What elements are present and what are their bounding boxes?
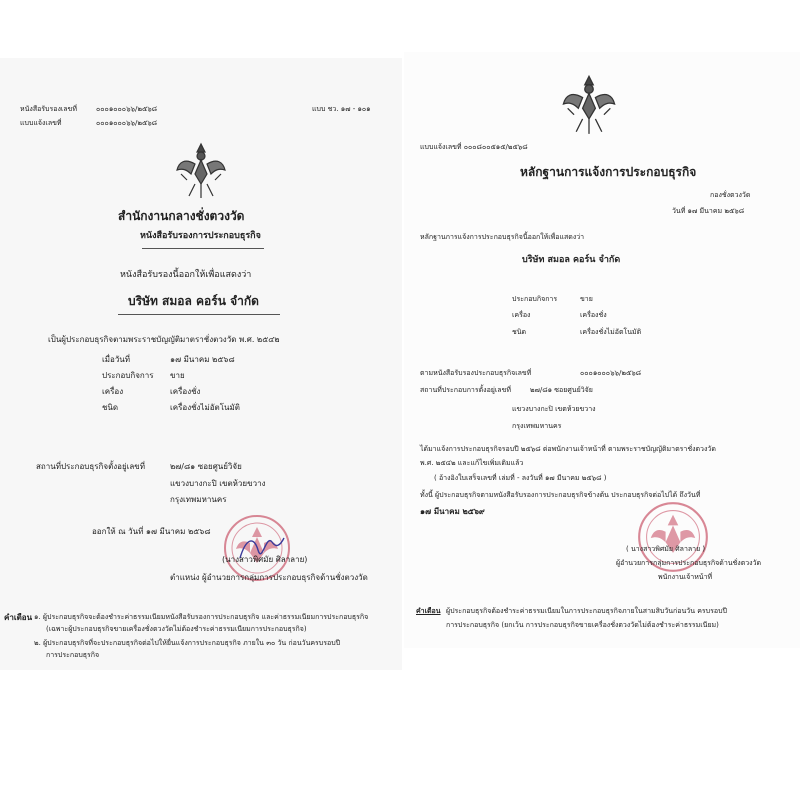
warning-label: คำเตือน	[416, 607, 441, 615]
cert-no-value: ๐๐๐๑๐๐๐๖๖/๒๕๖๘	[96, 105, 158, 113]
warning-line-4: การประกอบธุรกิจ	[46, 651, 100, 659]
cert-label: ตามหนังสือรับรองประกอบธุรกิจเลขที่	[420, 369, 532, 377]
form-no: แบบแจ้งเลขที่ ๐๐๐๘๐๐๕๑๕/๒๕๖๘	[420, 143, 528, 151]
field-label-date: เมื่อวันที่	[102, 355, 131, 364]
body-line-1: ได้มาแจ้งการประกอบธุรกิจรอบปี ๒๕๖๘ ต่อพนักงานเจ้าหน้าที่ ตามพระราชบัญญัติมาตราชั่งตวงวัด	[420, 445, 716, 453]
left-certificate	[0, 58, 402, 670]
company-name: บริษัท สมอล คอร์น จำกัด	[128, 294, 259, 308]
address-line-2: แขวงบางกะปิ เขตห้วยขวาง	[512, 405, 596, 413]
field-label-business: ประกอบกิจการ	[102, 371, 154, 380]
warning-line-2: (เฉพาะผู้ประกอบธุรกิจขายเครื่องชั่งตวงวัดไม่ต้องชำระค่าธรรมเนียมการประกอบธุรกิจ)	[46, 625, 307, 633]
address-line-1: ๒๗/๘๑ ซอยศูนย์วิจัย	[530, 386, 593, 394]
address-line-1: ๒๗/๘๑ ซอยศูนย์วิจัย	[170, 462, 242, 471]
garuda-emblem-icon	[560, 72, 618, 136]
proof-date: วันที่ ๑๗ มีนาคม ๒๕๖๘	[672, 207, 745, 215]
signer-title: ผู้อำนวยการกลุ่มการประกอบธุรกิจด้านชั่งตวงวัด	[616, 559, 762, 567]
form-no-label: แบบแจ้งเลขที่	[20, 119, 62, 127]
office-title: สำนักงานกลางชั่งตวงวัด	[118, 209, 245, 223]
address-label: สถานที่ประกอบธุรกิจตั้งอยู่เลขที่	[36, 462, 146, 471]
body-line-2: พ.ศ. ๒๕๔๒ และแก้ไขเพิ่มเติมแล้ว	[420, 459, 524, 467]
company-divider	[118, 314, 280, 315]
dept-name: กองชั่งตวงวัด	[710, 191, 751, 199]
signer-role: พนักงานเจ้าหน้าที่	[658, 573, 713, 581]
field-value-device: เครื่องชั่ง	[580, 311, 607, 319]
field-value-business: ขาย	[170, 371, 185, 380]
signer-title: ตำแหน่ง ผู้อำนวยการกลุ่มการประกอบธุรกิจด้านชั่งตวงวัด	[170, 573, 368, 582]
cert-value: ๐๐๐๑๐๐๐๖๖/๒๕๖๘	[580, 369, 642, 377]
form-no-value: ๐๐๐๑๐๐๐๖๖/๒๕๖๘	[96, 119, 158, 127]
body-line-4: ทั้งนี้ ผู้ประกอบธุรกิจตามหนังสือรับรองการประกอบธุรกิจข้างต้น ประกอบธุรกิจต่อไปได้ ถึงวันที่	[420, 491, 701, 499]
doc-title: หนังสือรับรองการประกอบธุรกิจ	[140, 231, 261, 241]
intro-text: หลักฐานการแจ้งการประกอบธุรกิจนี้ออกให้เพื่อแสดงว่า	[420, 233, 585, 241]
warning-line-1: ๑. ผู้ประกอบธุรกิจจะต้องชำระค่าธรรมเนียมหนังสือรับรองการประกอบธุรกิจ และค่าธรรมเนียมการประกอบธุรกิจ	[34, 613, 369, 621]
field-label-type: ชนิด	[512, 328, 527, 336]
address-line-3: กรุงเทพมหานคร	[512, 422, 562, 430]
field-label-type: ชนิด	[102, 403, 119, 412]
field-label-device: เครื่อง	[102, 387, 124, 396]
proof-title: หลักฐานการแจ้งการประกอบธุรกิจ	[520, 165, 697, 179]
address-label: สถานที่ประกอบการตั้งอยู่เลขที่	[420, 386, 511, 394]
statement-text: เป็นผู้ประกอบธุรกิจตามพระราชบัญญัติมาตราชั่งตวงวัด พ.ศ. ๒๕๔๒	[48, 335, 280, 344]
cert-no-label: หนังสือรับรองเลขที่	[20, 105, 77, 113]
right-notification-proof	[404, 52, 800, 648]
garuda-emblem-icon	[175, 140, 227, 200]
field-value-device: เครื่องชั่ง	[170, 387, 201, 396]
field-value-type: เครื่องชั่งไม่อัตโนมัติ	[170, 403, 240, 412]
address-line-2: แขวงบางกะปิ เขตห้วยขวาง	[170, 479, 266, 488]
field-value-business: ขาย	[580, 295, 593, 303]
expiry-date: ๑๗ มีนาคม ๒๕๖๙	[420, 507, 485, 516]
field-label-business: ประกอบกิจการ	[512, 295, 558, 303]
title-divider	[142, 248, 264, 249]
field-value-type: เครื่องชั่งไม่อัตโนมัติ	[580, 328, 642, 336]
address-line-3: กรุงเทพมหานคร	[170, 495, 227, 504]
signer-name: ( นางสาวพิศมัย ศิลาลาย )	[626, 545, 706, 553]
warning-line-1: ผู้ประกอบธุรกิจต้องชำระค่าธรรมเนียมในการประกอบธุรกิจภายในสามสิบวันก่อนวัน ครบรอบปี	[446, 607, 727, 615]
body-line-3: ( อ้างอิงใบเสร็จเลขที่ เล่มที่ - ลงวันที่ ๑๗ มีนาคม ๒๕๖๘ )	[434, 474, 607, 482]
form-code: แบบ ชว. ๑๗ - ๑๐๑	[312, 105, 371, 113]
issued-date: ออกให้ ณ วันที่ ๑๗ มีนาคม ๒๕๖๘	[92, 527, 211, 536]
intro-text: หนังสือรับรองนี้ออกให้เพื่อแสดงว่า	[120, 270, 252, 280]
warning-label: คำเตือน	[4, 613, 33, 622]
company-name: บริษัท สมอล คอร์น จำกัด	[522, 255, 621, 265]
warning-line-2: การประกอบธุรกิจ (ยกเว้น การประกอบธุรกิจขายเครื่องชั่งตวงวัดไม่ต้องชำระค่าธรรมเนียม)	[446, 621, 719, 629]
signer-name: (นางสาวพิศมัย ศิลาลาย)	[222, 555, 308, 564]
field-label-device: เครื่อง	[512, 311, 531, 319]
warning-line-3: ๒. ผู้ประกอบธุรกิจที่จะประกอบธุรกิจต่อไปให้ยื่นแจ้งการประกอบธุรกิจ ภายใน ๓๐ วัน ก่อนวันครบรอบปี	[34, 639, 341, 647]
field-value-date: ๑๗ มีนาคม ๒๕๖๘	[170, 355, 235, 364]
